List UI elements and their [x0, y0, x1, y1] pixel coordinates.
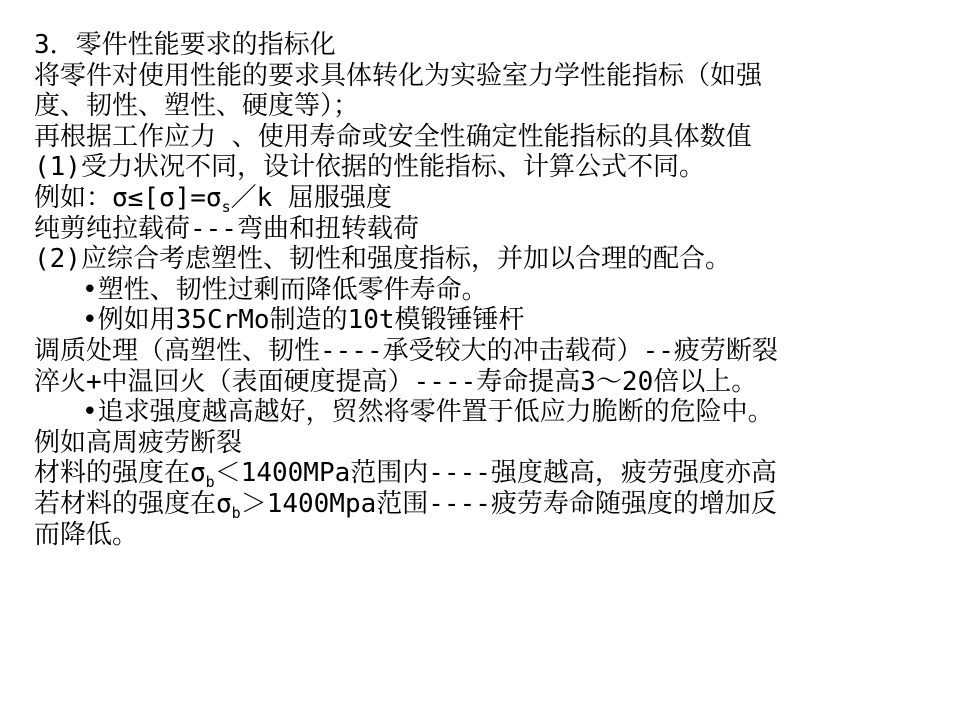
text-line: 度、韧性、塑性、硬度等）； — [34, 91, 360, 122]
text-line: 而降低。 — [34, 519, 139, 550]
section-heading: 3．零件性能要求的指标化 — [34, 30, 336, 60]
slide-body — [34, 30, 944, 550]
strength-prefix: 若材料的强度在σ — [34, 488, 232, 519]
bullet-item: •例如用35CrMo制造的10t模锻锤锤杆 — [82, 305, 525, 336]
strength-prefix: 材料的强度在σ — [34, 458, 206, 489]
bullet-item: •塑性、韧性过剩而降低零件寿命。 — [82, 274, 488, 305]
formula-subscript: s — [221, 197, 231, 216]
text-line: 调质处理（高塑性、韧性----承受较大的冲击载荷）--疲劳断裂 — [34, 335, 778, 366]
text-line: (1)受力状况不同，设计依据的性能指标、计算公式不同。 — [34, 152, 705, 183]
strength-subscript: b — [231, 503, 241, 522]
formula-prefix: 例如：σ≤[σ]=σ — [34, 182, 222, 213]
formula-line — [34, 183, 944, 214]
strength-subscript: b — [205, 473, 215, 492]
strength-line — [34, 489, 944, 520]
formula-suffix: ／k 屈服强度 — [230, 182, 392, 213]
bullet-item: •追求强度越高越好，贸然将零件置于低应力脆断的危险中。 — [82, 397, 774, 428]
text-line: 纯剪纯拉载荷---弯曲和扭转载荷 — [34, 213, 419, 244]
text-line: (2)应综合考虑塑性、韧性和强度指标，并加以合理的配合。 — [34, 244, 731, 275]
text-line: 再根据工作应力 、使用寿命或安全性确定性能指标的具体数值 — [34, 121, 752, 152]
strength-line — [34, 458, 944, 492]
strength-suffix: ＞1400Mpa范围----疲劳寿命随强度的增加反 — [240, 488, 777, 519]
text-line: 淬火+中温回火（表面硬度提高）----寿命提高3～20倍以上。 — [34, 366, 758, 397]
text-line: 将零件对使用性能的要求具体转化为实验室力学性能指标（如强 — [34, 60, 763, 91]
strength-suffix: ＜1400MPa范围内----强度越高，疲劳强度亦高 — [214, 458, 777, 489]
text-line: 例如高周疲劳断裂 — [34, 427, 243, 458]
